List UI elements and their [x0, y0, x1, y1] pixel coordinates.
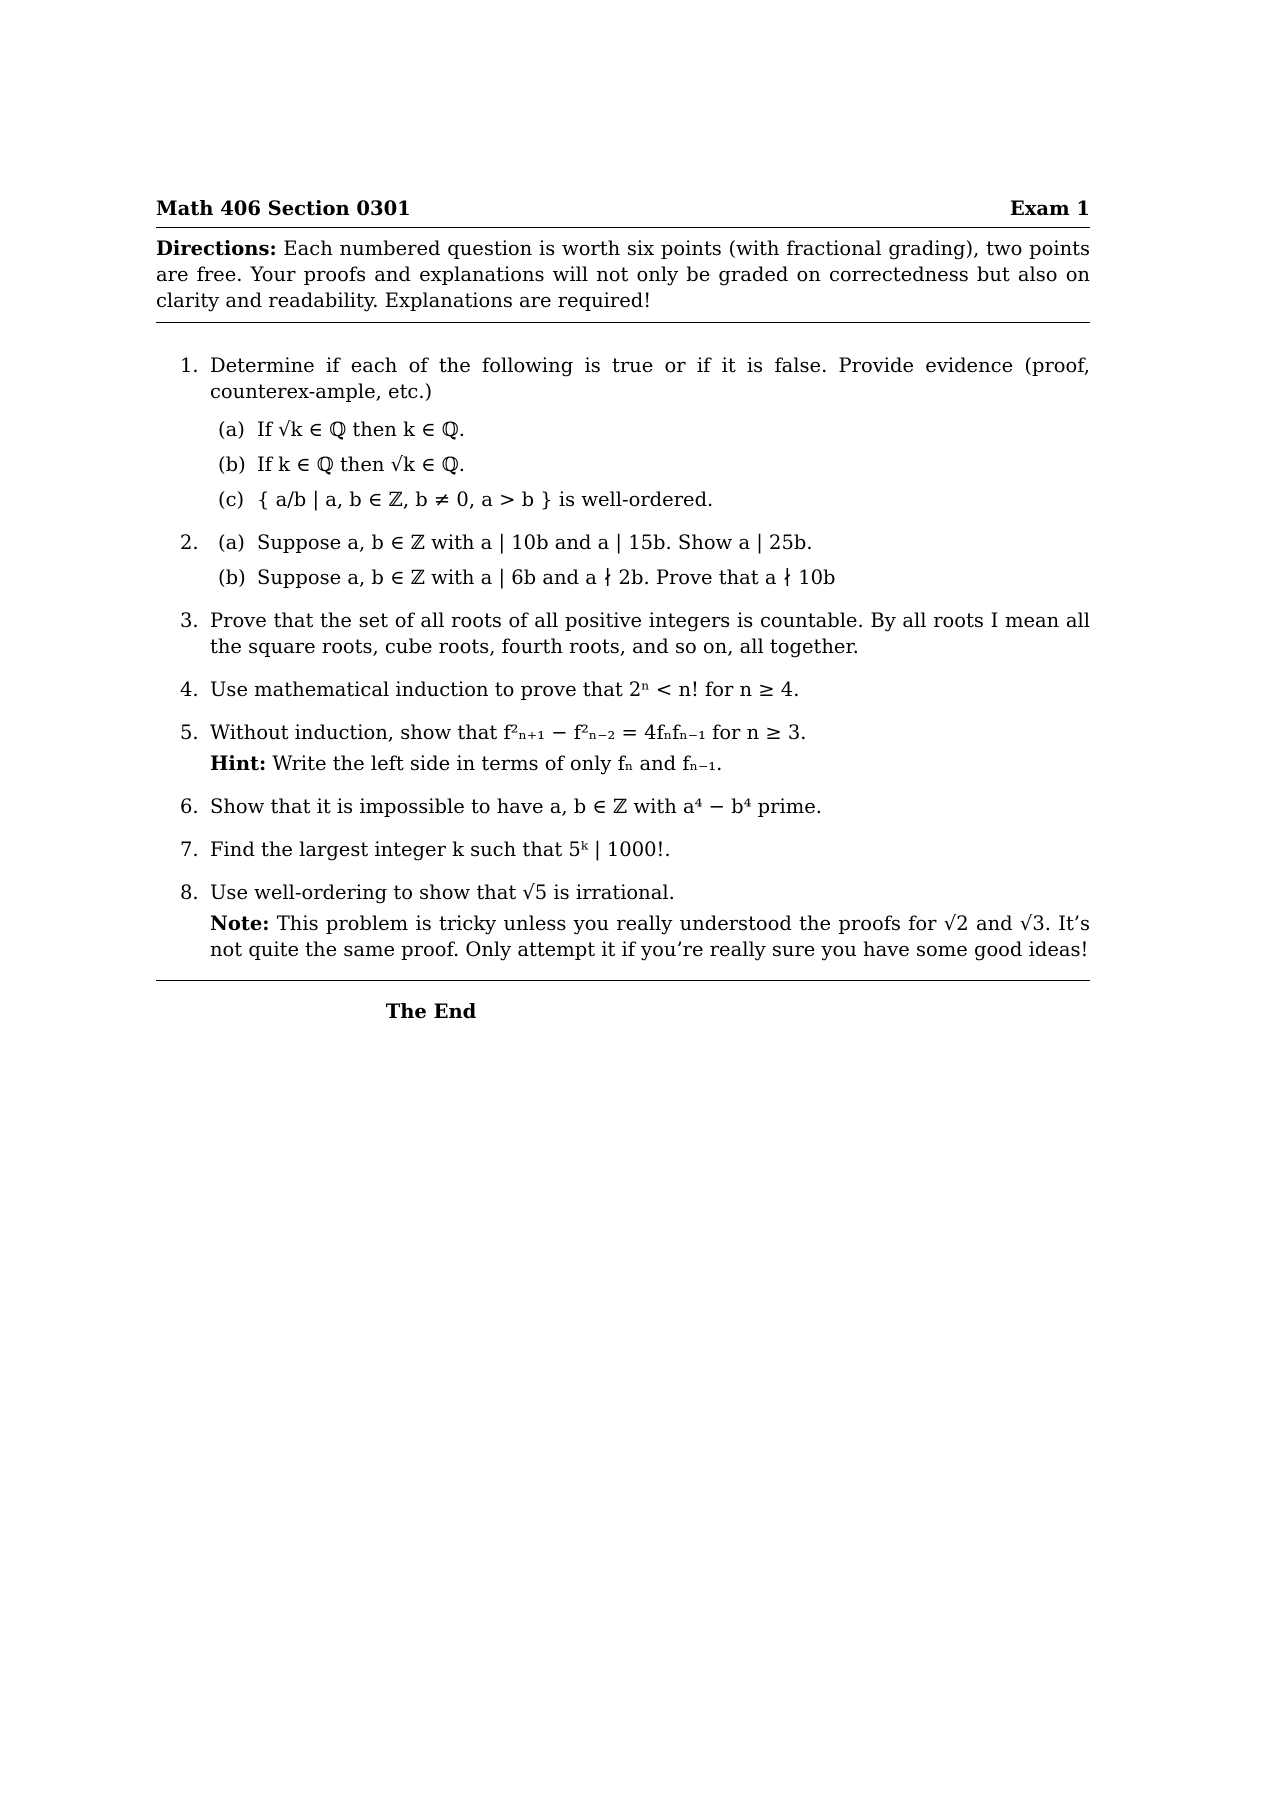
part-label: (a)	[218, 418, 245, 441]
question-number: 5.	[180, 721, 199, 744]
part-label: (b)	[218, 566, 246, 589]
question-1-part-a	[210, 417, 1090, 443]
note-label: Note:	[210, 912, 270, 935]
question-1-parts	[210, 417, 1090, 513]
question-2-parts	[210, 530, 1090, 591]
question-text: Prove that the set of all roots of all positive integers is countable. By all roots I mean all the square roots, cube roots, fourth roots, and so on, all together.	[210, 609, 1090, 658]
note-block	[210, 911, 1090, 963]
exam-page	[156, 196, 1090, 1025]
question-number: 6.	[180, 795, 199, 818]
question-1	[156, 353, 1090, 513]
question-number: 1.	[180, 354, 199, 377]
question-number: 4.	[180, 678, 199, 701]
end-divider	[156, 980, 1090, 981]
question-number: 2.	[180, 531, 199, 554]
directions-text: Each numbered question is worth six points (with fractional grading), two points are free. Your proofs and explanations will not only be graded on correctedness but also on clarity and readability. Explanations are required!	[156, 237, 1090, 312]
part-label: (a)	[218, 531, 245, 554]
part-text: Suppose a, b ∈ ℤ with a | 10b and a | 15b. Show a | 25b.	[257, 531, 813, 554]
question-list	[156, 353, 1090, 963]
question-4	[156, 677, 1090, 703]
question-text: Without induction, show that f²ₙ₊₁ − f²ₙ₋₂ = 4fₙfₙ₋₁ for n ≥ 3.	[210, 721, 807, 744]
exam-title: Exam 1	[1009, 197, 1090, 220]
question-text: Use mathematical induction to prove that 2ⁿ < n! for n ≥ 4.	[210, 678, 800, 701]
exam-header	[156, 196, 1090, 222]
directions-divider	[156, 322, 1090, 323]
part-text: Suppose a, b ∈ ℤ with a | 6b and a ∤ 2b. Prove that a ∤ 10b	[257, 566, 836, 589]
question-number: 7.	[180, 838, 199, 861]
question-6	[156, 794, 1090, 820]
question-8	[156, 880, 1090, 963]
question-number: 3.	[180, 609, 199, 632]
question-text: Show that it is impossible to have a, b ∈ ℤ with a⁴ − b⁴ prime.	[210, 795, 822, 818]
hint-text: Write the left side in terms of only fₙ and fₙ₋₁.	[272, 752, 723, 775]
question-2-part-b	[210, 565, 1090, 591]
question-3	[156, 608, 1090, 660]
question-text: Find the largest integer k such that 5ᵏ | 1000!.	[210, 838, 671, 861]
part-text: { a/b | a, b ∈ ℤ, b ≠ 0, a > b } is well-ordered.	[257, 488, 714, 511]
question-5	[156, 720, 1090, 777]
question-text: Use well-ordering to show that √5 is irrational.	[210, 881, 675, 904]
question-2	[156, 530, 1090, 591]
part-text: If k ∈ ℚ then √k ∈ ℚ.	[257, 453, 465, 476]
question-number: 8.	[180, 881, 199, 904]
directions-block	[156, 236, 1090, 314]
part-label: (b)	[218, 453, 246, 476]
question-1-part-c	[210, 487, 1090, 513]
the-end-label: The End	[385, 1000, 477, 1023]
question-7	[156, 837, 1090, 863]
question-text: Determine if each of the following is true or if it is false. Provide evidence (proof, counterex-ample, etc.)	[210, 354, 1090, 403]
hint-block	[210, 751, 1090, 777]
question-2-part-a	[210, 530, 1090, 556]
part-label: (c)	[218, 488, 245, 511]
course-title: Math 406 Section 0301	[156, 197, 411, 220]
directions-label: Directions:	[156, 237, 277, 260]
header-divider	[156, 227, 1090, 228]
part-text: If √k ∈ ℚ then k ∈ ℚ.	[257, 418, 465, 441]
note-text: This problem is tricky unless you really understood the proofs for √2 and √3. It’s not quite the same proof. Only attempt it if you’re really sure you have some good ideas!	[210, 912, 1090, 961]
hint-label: Hint:	[210, 752, 267, 775]
question-1-part-b	[210, 452, 1090, 478]
